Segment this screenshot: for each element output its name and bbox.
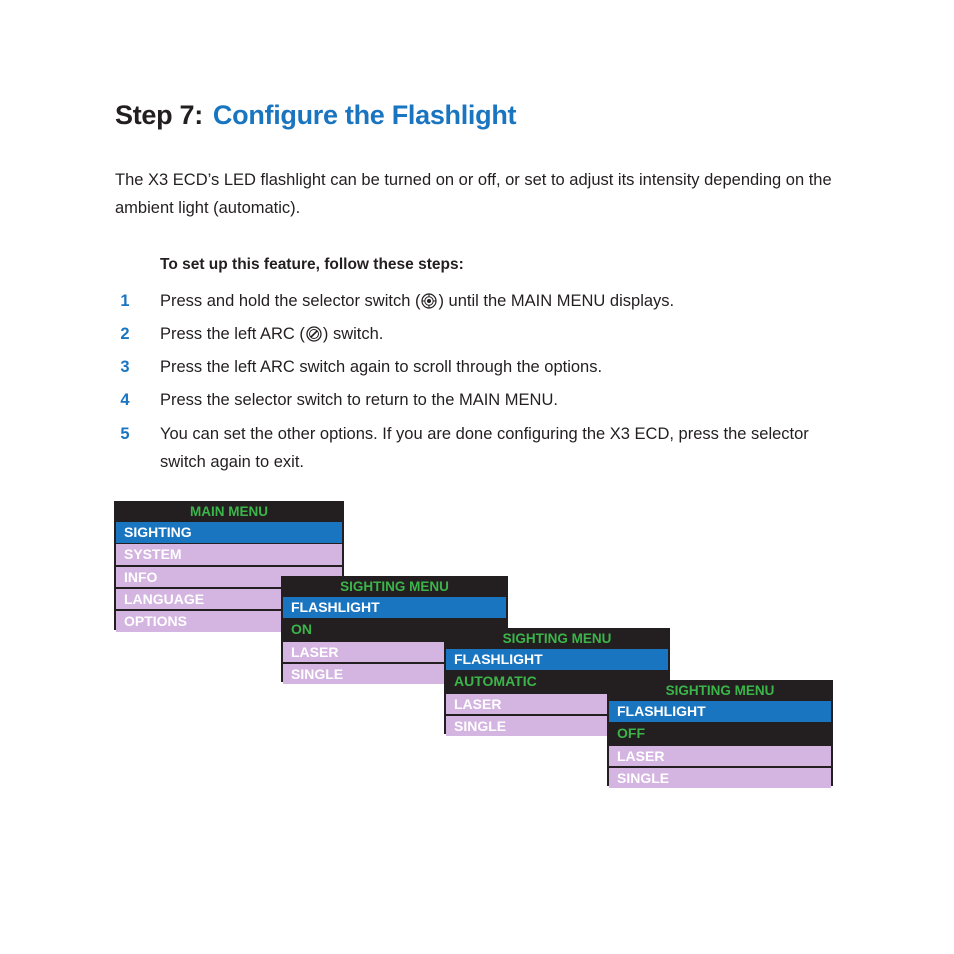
menu-item-single: SINGLE	[283, 664, 506, 685]
menu-item-flashlight: FLASHLIGHT	[609, 701, 831, 722]
menu-item-laser: LASER	[283, 642, 506, 663]
menu-header: SIGHTING MENU	[502, 631, 612, 646]
intro-paragraph: The X3 ECD’s LED flashlight can be turned on or off, or set to adjust its intensity depending on the ambient light (automatic).	[115, 171, 832, 217]
steps-lead-in: To set up this feature, follow these steps:	[160, 256, 464, 273]
menu-item-laser: LASER	[446, 694, 668, 715]
step-text: Press the left ARC ( ) switch.	[160, 320, 840, 351]
menu-header: SIGHTING MENU	[340, 579, 449, 594]
step-text: Press the selector switch to return to the MAIN MENU.	[160, 391, 558, 409]
step-number: 4	[120, 391, 130, 409]
step-number: 2	[120, 325, 130, 343]
step-text: Press and hold the selector switch ( ) until the MAIN MENU displays.	[160, 287, 840, 318]
menu-item-options: OPTIONS	[116, 611, 342, 632]
selector-switch-icon	[421, 290, 437, 318]
menu-item-language: LANGUAGE	[116, 589, 342, 610]
step-title-heading: Configure the Flashlight	[212, 100, 517, 130]
menu-item-flashlight: FLASHLIGHT	[446, 649, 668, 670]
step-number: 1	[120, 292, 130, 310]
menu-item-single: SINGLE	[446, 716, 668, 737]
menu-item-laser: LASER	[609, 746, 831, 767]
menu-header: SIGHTING MENU	[665, 683, 775, 698]
menu-item-single: SINGLE	[609, 768, 831, 789]
step-number-heading: Step 7:	[115, 100, 203, 130]
menu-item-flashlight-value: ON	[283, 619, 506, 640]
menu-item-flashlight: FLASHLIGHT	[283, 597, 506, 618]
menu-item-sighting: SIGHTING	[116, 522, 342, 543]
step-text: Press the left ARC switch again to scroll through the options.	[160, 358, 603, 376]
page-title	[115, 100, 516, 131]
menu-header: MAIN MENU	[190, 504, 268, 519]
step-text: You can set the other options. If you are done configuring the X3 ECD, press the selector switch again to exit.	[160, 425, 809, 471]
step-number: 3	[120, 358, 130, 376]
step-number: 5	[120, 425, 130, 443]
arc-switch-icon	[306, 323, 322, 351]
menu-item-flashlight-value: AUTOMATIC	[446, 671, 668, 692]
sighting-menu-off-screen	[607, 680, 833, 786]
menu-item-info: INFO	[116, 567, 342, 588]
menu-item-flashlight-value: OFF	[609, 723, 831, 744]
menu-item-system: SYSTEM	[116, 544, 342, 565]
